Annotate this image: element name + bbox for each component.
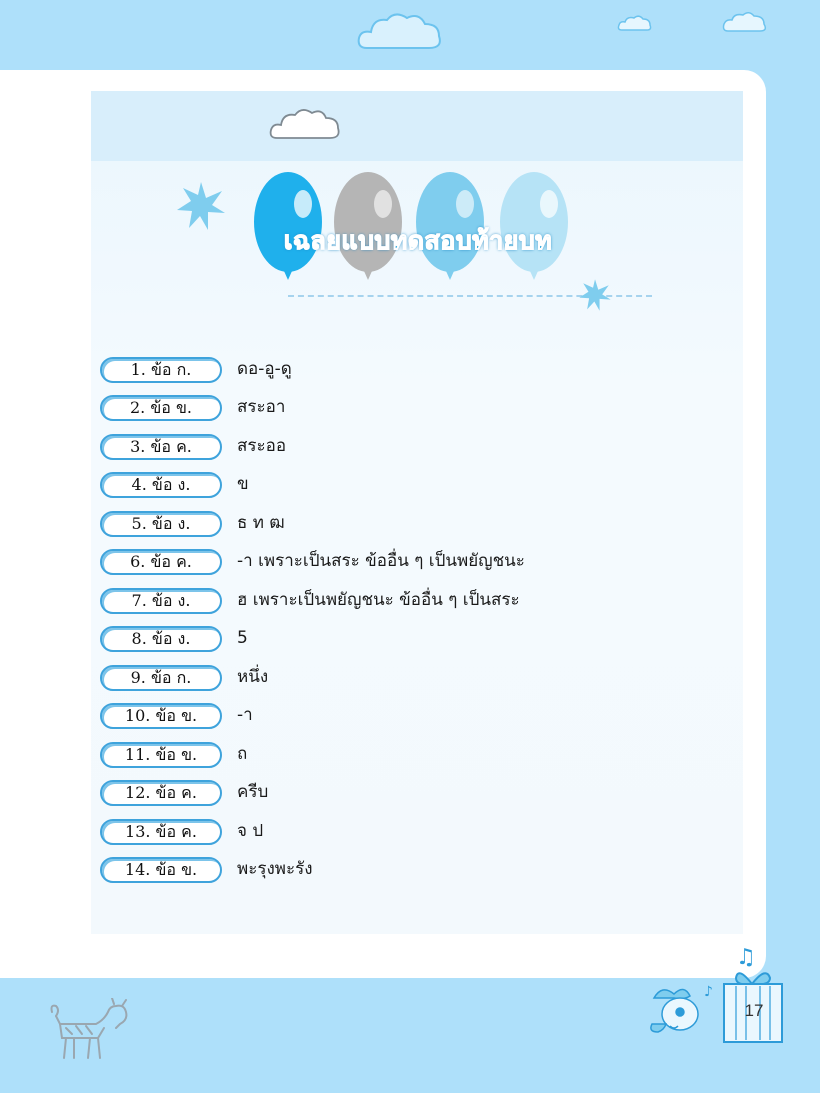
list-item (100, 665, 700, 691)
answer-label: 12. ข้อ ค. (100, 780, 222, 806)
svg-text:♪: ♪ (704, 984, 713, 1000)
answer-text: หนึ่ง (237, 667, 269, 687)
list-item (100, 395, 700, 421)
answer-label: 3. ข้อ ค. (100, 434, 222, 460)
list-item (100, 511, 700, 537)
list-item (100, 472, 700, 498)
answer-text: -า เพราะเป็นสระ ข้ออื่น ๆ เป็นพยัญชนะ (237, 551, 525, 571)
bird-icon (644, 980, 714, 1040)
list-item (100, 357, 700, 383)
answer-text: ธ ท ฒ (237, 513, 285, 533)
answer-text: ดอ-อู-ดู (237, 359, 292, 379)
panel-header-band (91, 91, 743, 161)
answer-label: 13. ข้อ ค. (100, 819, 222, 845)
answer-label: 5. ข้อ ง. (100, 511, 222, 537)
list-item (100, 780, 700, 806)
answer-label: 14. ข้อ ข. (100, 857, 222, 883)
list-item (100, 742, 700, 768)
cloud-icon (268, 104, 342, 144)
answer-label: 2. ข้อ ข. (100, 395, 222, 421)
answer-text: -า (237, 705, 253, 725)
answer-label: 4. ข้อ ง. (100, 472, 222, 498)
answer-label: 8. ข้อ ง. (100, 626, 222, 652)
list-item (100, 549, 700, 575)
page-number: 17 (744, 1001, 764, 1020)
answer-label: 1. ข้อ ก. (100, 357, 222, 383)
cloud-icon (355, 8, 445, 56)
answer-label: 9. ข้อ ก. (100, 665, 222, 691)
answer-label: 7. ข้อ ง. (100, 588, 222, 614)
cloud-icon (617, 14, 653, 34)
page-title: เฉลยแบบทดสอบท้ายบท (283, 226, 553, 255)
list-item (100, 819, 700, 845)
list-item (100, 626, 700, 652)
answer-text: ถ (237, 744, 248, 764)
cloud-icon (722, 10, 770, 36)
dog-doodle-icon (46, 998, 132, 1064)
list-item (100, 434, 700, 460)
answer-text: จ ป (237, 821, 264, 841)
answer-text: สระออ (237, 436, 287, 456)
list-item (100, 588, 700, 614)
list-item (100, 857, 700, 883)
answer-label: 6. ข้อ ค. (100, 549, 222, 575)
answer-text: สระอา (237, 397, 286, 417)
star-icon (578, 278, 612, 312)
answer-label: 11. ข้อ ข. (100, 742, 222, 768)
svg-text:♫: ♫ (736, 945, 756, 970)
list-item (100, 703, 700, 729)
answer-text: ฮ เพราะเป็นพยัญชนะ ข้ออื่น ๆ เป็นสระ (237, 590, 520, 610)
answer-text: 5 (237, 628, 248, 648)
answer-text: ครีบ (237, 782, 269, 802)
answer-text: ข (237, 474, 249, 494)
answer-label: 10. ข้อ ข. (100, 703, 222, 729)
answer-text: พะรุงพะรัง (237, 859, 313, 879)
